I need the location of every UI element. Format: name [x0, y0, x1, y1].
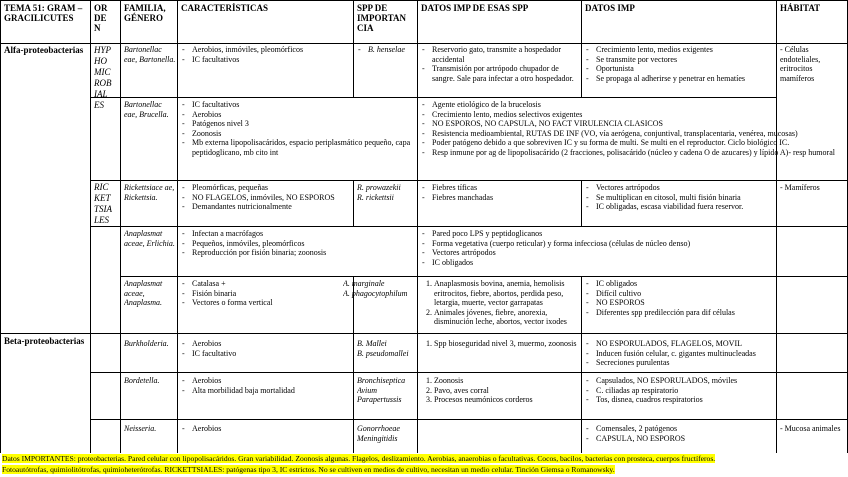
list-item: 1. Anaplasmosis bovina, anemia, hemolisis eritrocitos, fiebre, abortos, perdida peso, letargia, muerte, vector garrapatas: [434, 279, 580, 308]
row-divider: [90, 419, 848, 420]
datos-brucella: [420, 100, 847, 157]
list-item: - Aerobios: [180, 110, 415, 120]
list-item: - Aerobios, inmóviles, pleomórficos: [180, 45, 352, 55]
list-item: 1. Spp bioseguridad nivel 3, muermo, zoonosis: [434, 339, 580, 349]
datos-spp-burkholderia: [420, 339, 580, 349]
col-line: [353, 0, 354, 97]
spp-rickettsia: [357, 183, 416, 202]
section-beta: Beta-proteobacterias: [4, 336, 85, 346]
list-item: - NO ESPOROS, NO CAPSULA, NO FACT VIRULENCIA CLASICOS: [420, 119, 847, 129]
header-caracteristicas: CARACTERÍSTICAS: [181, 3, 269, 13]
header-habitat: HÁBITAT: [780, 3, 821, 13]
spp-item: A. phagocytophilum: [343, 288, 408, 298]
list-item: - Capsulados, NO ESPORULADOS, móviles: [584, 376, 775, 386]
header-divider: [0, 43, 848, 44]
caracteristicas-burkholderia: [180, 339, 352, 358]
list-item: - Crecimiento lento, medios exigentes: [584, 45, 775, 55]
list-item: - IC obligados: [420, 258, 847, 268]
list-item: - Comensales, 2 patógenos: [584, 424, 775, 434]
spp-item: R. prowazekii: [357, 183, 401, 192]
list-item: - Aerobios: [180, 376, 352, 386]
datos-imp-burkholderia: [584, 339, 775, 368]
row-divider: [90, 180, 848, 181]
col-line: [353, 180, 354, 226]
list-item: - Reservorio gato, transmite a hospedador accidental: [420, 45, 580, 64]
spp-item: Gonorrhoeae: [357, 424, 400, 433]
familia-bordetella: Bordetella.: [124, 376, 160, 385]
caracteristicas-bordetella: [180, 376, 352, 395]
caracteristicas-anaplasma: [180, 279, 352, 308]
familia-neisseria: Neisseria.: [124, 424, 157, 433]
list-item: - IC facultativos: [180, 55, 352, 65]
list-item: - Patógenos nivel 3: [180, 119, 415, 129]
list-item: - Fisión binaria: [180, 289, 352, 299]
list-item: - Reproducción por fisión binaria; zoonosis: [180, 248, 415, 258]
list-item: - Zoonosis: [180, 129, 415, 139]
row-divider: [90, 97, 776, 98]
list-item: - Vectores artrópodos: [420, 248, 847, 258]
spp-item: B. Mallei: [357, 339, 387, 348]
header-familia: FAMILIA, GÉNERO: [124, 3, 166, 23]
spp-burkholderia: [357, 339, 416, 358]
list-item: - CAPSULA, NO ESPOROS: [584, 434, 775, 444]
list-item: - Forma vegetativa (cuerpo reticular) y forma infecciosa (células de núcleo denso): [420, 239, 847, 249]
spp-item: A. marginale: [343, 279, 385, 288]
section-divider: [0, 333, 848, 334]
habitat-neisseria: - Mucosa animales: [780, 424, 841, 433]
col-line: [353, 276, 354, 453]
list-item: - Pared poco LPS y peptidoglicanos: [420, 229, 847, 239]
list-item: - Oportunista: [584, 64, 775, 74]
list-item: - Secreciones purulentas: [584, 358, 775, 368]
list-item: - Catalasa +: [180, 279, 352, 289]
list-item: - Poder patógeno debido a que sobreviven IC y su forma de multi. Se multi en el reproductor. Ciclo biológico IC.: [420, 138, 847, 148]
list-item: - Transmisión por artrópodo chupador de sangre. Sale para infectar a otro hospedador.: [420, 64, 580, 83]
list-item: - Tos, disnea, cuadros respiratorios: [584, 395, 775, 405]
list-item: - Se transmite por vectores: [584, 55, 775, 65]
order-hyphomicrobiales: HYP HO MIC ROB IAL ES: [94, 45, 112, 110]
list-item: - Inducen fusión celular, c. gigantes multinucleadas: [584, 349, 775, 359]
col-line: [90, 0, 91, 453]
caracteristicas-rickettsia: [180, 183, 352, 212]
col-line: [417, 0, 418, 453]
list-item: 2. Pavo, aves corral: [434, 386, 580, 396]
list-item: - Aerobios: [180, 339, 352, 349]
row-divider: [120, 276, 848, 277]
section-alfa: Alfa-proteobacterias: [4, 45, 84, 55]
datos-spp-bordetella: [420, 376, 580, 405]
footer-notes: [2, 453, 848, 475]
list-item: - Alta morbilidad baja mortalidad: [180, 386, 352, 396]
spp-bartonella: [356, 45, 416, 55]
datos-imp-bordetella: [584, 376, 775, 405]
spp-item: Parapertussis: [357, 395, 402, 404]
list-item: - IC facultativo: [180, 349, 352, 359]
familia-bartonella: Bartonellac eae, Bartonella.: [124, 45, 176, 64]
list-item: 3. Procesos neumónicos corderos: [434, 395, 580, 405]
list-item: - Agente etiológico de la brucelosis: [420, 100, 847, 110]
list-item: - NO FLAGELOS, inmóviles, NO ESPOROS: [180, 193, 352, 203]
col-line: [0, 0, 1, 453]
list-item: - Fiebres tíficas: [420, 183, 580, 193]
caracteristicas-ehrlichia: [180, 229, 415, 258]
list-item: - Se multiplican en citosol, multi fisión binaria: [584, 193, 775, 203]
caracteristicas-brucella: [180, 100, 415, 157]
spp-neisseria: [357, 424, 416, 443]
list-item: - Mb externa lipopolisacáridos, espacio periplasmático pequeño, capa peptidoglicano, mb cito int: [180, 138, 415, 157]
datos-ehrlichia: [420, 229, 847, 267]
list-item: - IC obligados: [584, 279, 775, 289]
table-border-top: [0, 0, 848, 1]
list-item: - Resistencia medioambiental, RUTAS DE INF (VO, vía aerógena, conjuntival, transplacentaria, venérea, mucosas): [420, 129, 847, 139]
list-item: - C. ciliadas ap respiratorio: [584, 386, 775, 396]
datos-spp-rickettsia: [420, 183, 580, 202]
footer-line: Datos IMPORTANTES: proteobacterias. Pared celular con lipopolisacáridos. Gran variabilidad. Zoonosis algunas. Flagelos, deslizamiento. Aerobias, anaerobias o facultativas. Cocos, bacilos, bacterias con prosteca, cuerpos fructíferos.: [2, 454, 716, 463]
row-divider: [90, 226, 848, 227]
habitat-bartonella: - Células endoteliales, eritrocitos mamíferos: [780, 45, 821, 83]
list-item: - IC facultativos: [180, 100, 415, 110]
familia-burkholderia: Burkholderia.: [124, 339, 169, 348]
list-item: - Diferentes spp predilección para dif células: [584, 308, 775, 318]
col-line: [120, 0, 121, 453]
header-datos-spp: DATOS IMP DE ESAS SPP: [421, 3, 529, 13]
col-line: [581, 180, 582, 226]
list-item: - Pleomórficas, pequeñas: [180, 183, 352, 193]
list-item: - Difícil cultivo: [584, 289, 775, 299]
list-item: - NO ESPORULADOS, FLAGELOS, MOVIL: [584, 339, 775, 349]
familia-anaplasma: Anaplasmat aceae, Anaplasma.: [124, 279, 163, 307]
list-item: - IC obligadas, escasa viabilidad fuera reservor.: [584, 202, 775, 212]
datos-imp-anaplasma: [584, 279, 775, 317]
list-item: - Pequeños, inmóviles, pleomórficos: [180, 239, 415, 249]
spp-item: B. pseudomallei: [357, 348, 409, 358]
footer-line: Fotoautótrofas, quimiolitótrofas, quimioheterótrofas. RICKETTSIALES: patógenas tipo 3, IC estrictos. No se cultiven en medios de cultivo, necesitan un medio celular. Tinción Giemsa o Romanowsky.: [2, 465, 615, 474]
list-item: 2. Animales jóvenes, fiebre, anorexia, disminución leche, abortos, vector ixodes: [434, 308, 580, 327]
col-line: [776, 0, 777, 453]
list-item: - B. henselae: [356, 45, 416, 55]
list-item: - Fiebres manchadas: [420, 193, 580, 203]
datos-imp-rickettsia: [584, 183, 775, 212]
header-spp: SPP DE IMPORTAN CIA: [357, 3, 407, 33]
datos-imp-neisseria: [584, 424, 775, 443]
list-item: - NO ESPOROS: [584, 298, 775, 308]
spp-anaplasma: [343, 279, 416, 298]
spp-item: R. rickettsii: [357, 192, 394, 202]
list-item: - Se propaga al adherirse y penetrar en hematíes: [584, 74, 775, 84]
datos-spp-anaplasma: [420, 279, 580, 327]
col-line: [581, 0, 582, 97]
list-item: - Infectan a macrófagos: [180, 229, 415, 239]
header-tema: TEMA 51: GRAM – GRACILICUTES: [4, 3, 83, 23]
header-orden: OR DE N: [94, 3, 108, 33]
order-rickettsiales: RIC KET TSIA LES: [94, 182, 112, 225]
caracteristicas-bartonella: [180, 45, 352, 64]
list-item: - Crecimiento lento, medios selectivos exigentes: [420, 110, 847, 120]
spp-bordetella: [357, 376, 416, 405]
list-item: - Vectores artrópodos: [584, 183, 775, 193]
familia-ehrlichia: Anaplasmat aceae, Erlichia.: [124, 229, 175, 248]
datos-spp-bartonella: [420, 45, 580, 83]
header-datos-imp: DATOS IMP: [585, 3, 635, 13]
caracteristicas-neisseria: [180, 424, 352, 434]
spp-item: Meningitidis: [357, 433, 398, 443]
list-item: 1. Zoonosis: [434, 376, 580, 386]
list-item: - Vectores o forma vertical: [180, 298, 352, 308]
row-divider: [90, 372, 848, 373]
list-item: - Aerobios: [180, 424, 352, 434]
list-item: - Demandantes nutricionalmente: [180, 202, 352, 212]
list-item: - Resp inmune por ag de lipopolisacárido (2 fracciones, polisacárido (núcleo y cadena O de azucares) y lípido A)- resp humoral: [420, 148, 847, 158]
datos-imp-bartonella: [584, 45, 775, 83]
familia-brucella: Bartonellac eae, Brucella.: [124, 100, 169, 119]
habitat-rickettsia: - Mamíferos: [780, 183, 820, 192]
spp-item: Avium: [357, 385, 377, 395]
familia-rickettsia: Rickettsiace ae, Rickettsia.: [124, 183, 175, 202]
spp-item: Bronchiseptica: [357, 376, 406, 385]
col-line: [581, 276, 582, 453]
col-line: [177, 0, 178, 453]
